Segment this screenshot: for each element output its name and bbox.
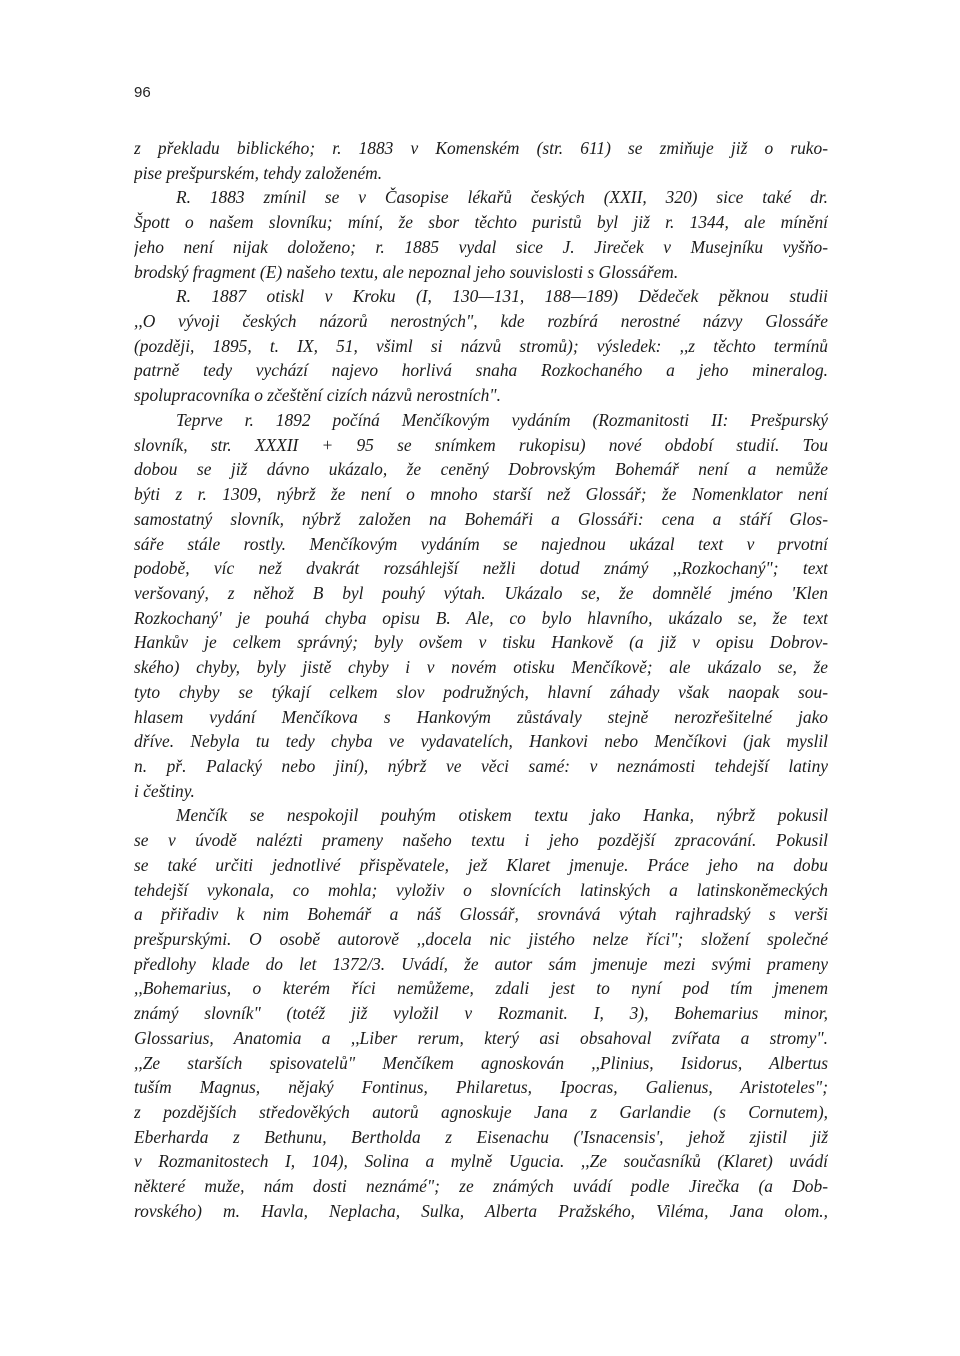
text-line: veršovaný, z něhož B byl pouhý výtah. Ukázalo se, že domnělé jméno 'Klen: [134, 582, 828, 603]
text-line: (později, 1895, t. IX, 51, všiml si názvů stromů); výsledek: ,,z těchto termínů: [134, 335, 828, 356]
text-line: Glossarius, Anatomia a ,,Liber rerum, který asi obsahoval zvířata a stromy".: [134, 1027, 828, 1048]
text-line: v Rozmanitostech I, 104), Solina a mylně Ugucia. ,,Ze současníků (Klaret) uvádí: [134, 1151, 828, 1172]
text-line: samostatný slovník, nýbrž založen na Bohemáři a Glossáři: cena a stáří Glos-: [134, 508, 828, 529]
text-line: ,,Ze starších spisovatelů" Menčíkem agnoskován ,,Plinius, Isidorus, Albertus: [134, 1052, 828, 1073]
text-line: tyto chyby se týkají celkem slov podružných, hlavní záhady však naopak sou-: [134, 681, 828, 702]
text-line: se v úvodě nalézti prameny našeho textu i jeho pozdější zpracování. Pokusil: [134, 830, 828, 851]
text-line: R. 1883 zmínil se v Časopise lékařů českých (XXII, 320) sice také dr.: [176, 187, 828, 208]
text-line: ,,Bohemarius, o kterém říci nemůžeme, zdali jest to nyní pod tím jmenem: [134, 978, 828, 999]
text-line: patrně tedy vychází najevo horlivá snaha Rozkochaného a jeho mineralog.: [134, 360, 828, 381]
text-line: Rozkochaný' je pouhá chyba opisu B. Ale, co bylo hlavního, ukázalo se, že text: [134, 607, 828, 628]
text-line: Teprve r. 1892 počíná Menčíkovým vydáním (Rozmanitosti II: Prešpurský: [176, 409, 828, 430]
text-line: R. 1887 otiskl v Kroku (I, 130—131, 188—189) Dědeček pěknou studii: [176, 286, 828, 307]
text-line: tehdejší vykonala, co mohla; vyloživ o slovnících latinských a latinskoněmeckých: [134, 879, 828, 900]
text-line: slovník, str. XXXII + 95 se snímkem rukopisu) nové období studií. Tou: [134, 434, 828, 455]
body-text: [134, 136, 828, 1224]
text-line: se také určiti jednotlivé přispěvatele, jež Klaret jmenuje. Práce jeho na dobu: [134, 854, 828, 875]
text-line: Menčík se nespokojil pouhým otiskem textu jako Hanka, nýbrž pokusil: [176, 805, 828, 826]
text-line: jeho není nijak doloženo; r. 1885 vydal sice J. Jireček v Musejníku vyšňo-: [134, 236, 828, 257]
text-line: hlasem vydání Menčíkova s Hankovým zůstávaly stejně nerozřešitelné jako: [134, 706, 828, 727]
text-line: spolupracovníka o zčeštění cizích názvů nerostních".: [134, 385, 501, 406]
text-line: a přiřadiv k nim Bohemář a náš Glossář, srovnává výtah rajhradský s verši: [134, 904, 828, 925]
text-line: dobou se již dávno ukázalo, že cenĕný Dobrovským Bohemář není a nemůže: [134, 459, 828, 480]
text-line: sáře stále rostly. Menčíkovým vydáním se najednou ukázal text v prvotní: [134, 533, 828, 554]
text-line: Špott o našem slovníku; míní, že sbor těchto puristů byl již r. 1344, ale mínění: [134, 212, 828, 233]
text-line: známý slovník" (totéž již vyložil v Rozmanit. I, 3), Bohemarius minor,: [134, 1003, 828, 1024]
text-line: Hankův je celkem správný; byly ovšem v tisku Hankově (a již v opisu Dobrov-: [134, 632, 828, 653]
text-line: z překladu biblického; r. 1883 v Komenském (str. 611) se zmiňuje již o ruko-: [134, 138, 828, 158]
text-line: i češtiny.: [134, 780, 195, 801]
text-line: Eberharda z Bethunu, Bertholda z Eisenachu ('Isnacensis', jehož zjistil již: [134, 1126, 828, 1147]
text-line: dříve. Nebyla tu tedy chyba ve vydavatelích, Hankovi nebo Menčíkovi (jak myslil: [134, 731, 828, 752]
text-line: předlohy klade do let 1372/3. Uvádí, že autor sám jmenuje mezi svými prameny: [134, 953, 828, 974]
text-line: podobě, víc než dvakrát rozsáhlejší nežli dotud známý ,,Rozkochaný"; text: [134, 558, 828, 579]
text-line: tuším Magnus, nějaký Fontinus, Philaretus, Ipocras, Galienus, Aristoteles";: [134, 1077, 828, 1098]
text-line: býti z r. 1309, nýbrž že není o mnoho starší než Glossář; že Nomenklator není: [134, 484, 828, 505]
text-line: brodský fragment (E) našeho textu, ale nepoznal jeho souvislosti s Glossářem.: [134, 261, 679, 282]
text-line: rovského) m. Havla, Neplacha, Sulka, Alberta Pražského, Viléma, Jana olom.,: [134, 1200, 828, 1221]
text-line: ského) chyby, byly jistě chyby i v novém otisku Menčíkově; ale ukázalo se, že: [134, 657, 828, 678]
text-line: z pozdějších středověkých autorů agnoskuje Jana z Garlandie (s Cornutem),: [134, 1102, 828, 1123]
text-line: pise prešpurském, tehdy založeném.: [134, 162, 383, 183]
text-line: n. př. Palacký nebo jiní), nýbrž ve věci samé: v neznámosti tehdejší latiny: [134, 755, 828, 776]
text-line: ,,O vývoji českých názorů nerostných", kde rozbírá nerostné názvy Glossáře: [134, 311, 828, 332]
page-number: 96: [134, 84, 151, 101]
text-line: prešpurskými. O osobě autorově ,,docela nic jistého nelze říci"; složení společné: [134, 929, 828, 949]
text-line: některé muže, nám dosti neznámé"; ze známých uvádí podle Jirečka (a Dob-: [134, 1176, 828, 1197]
